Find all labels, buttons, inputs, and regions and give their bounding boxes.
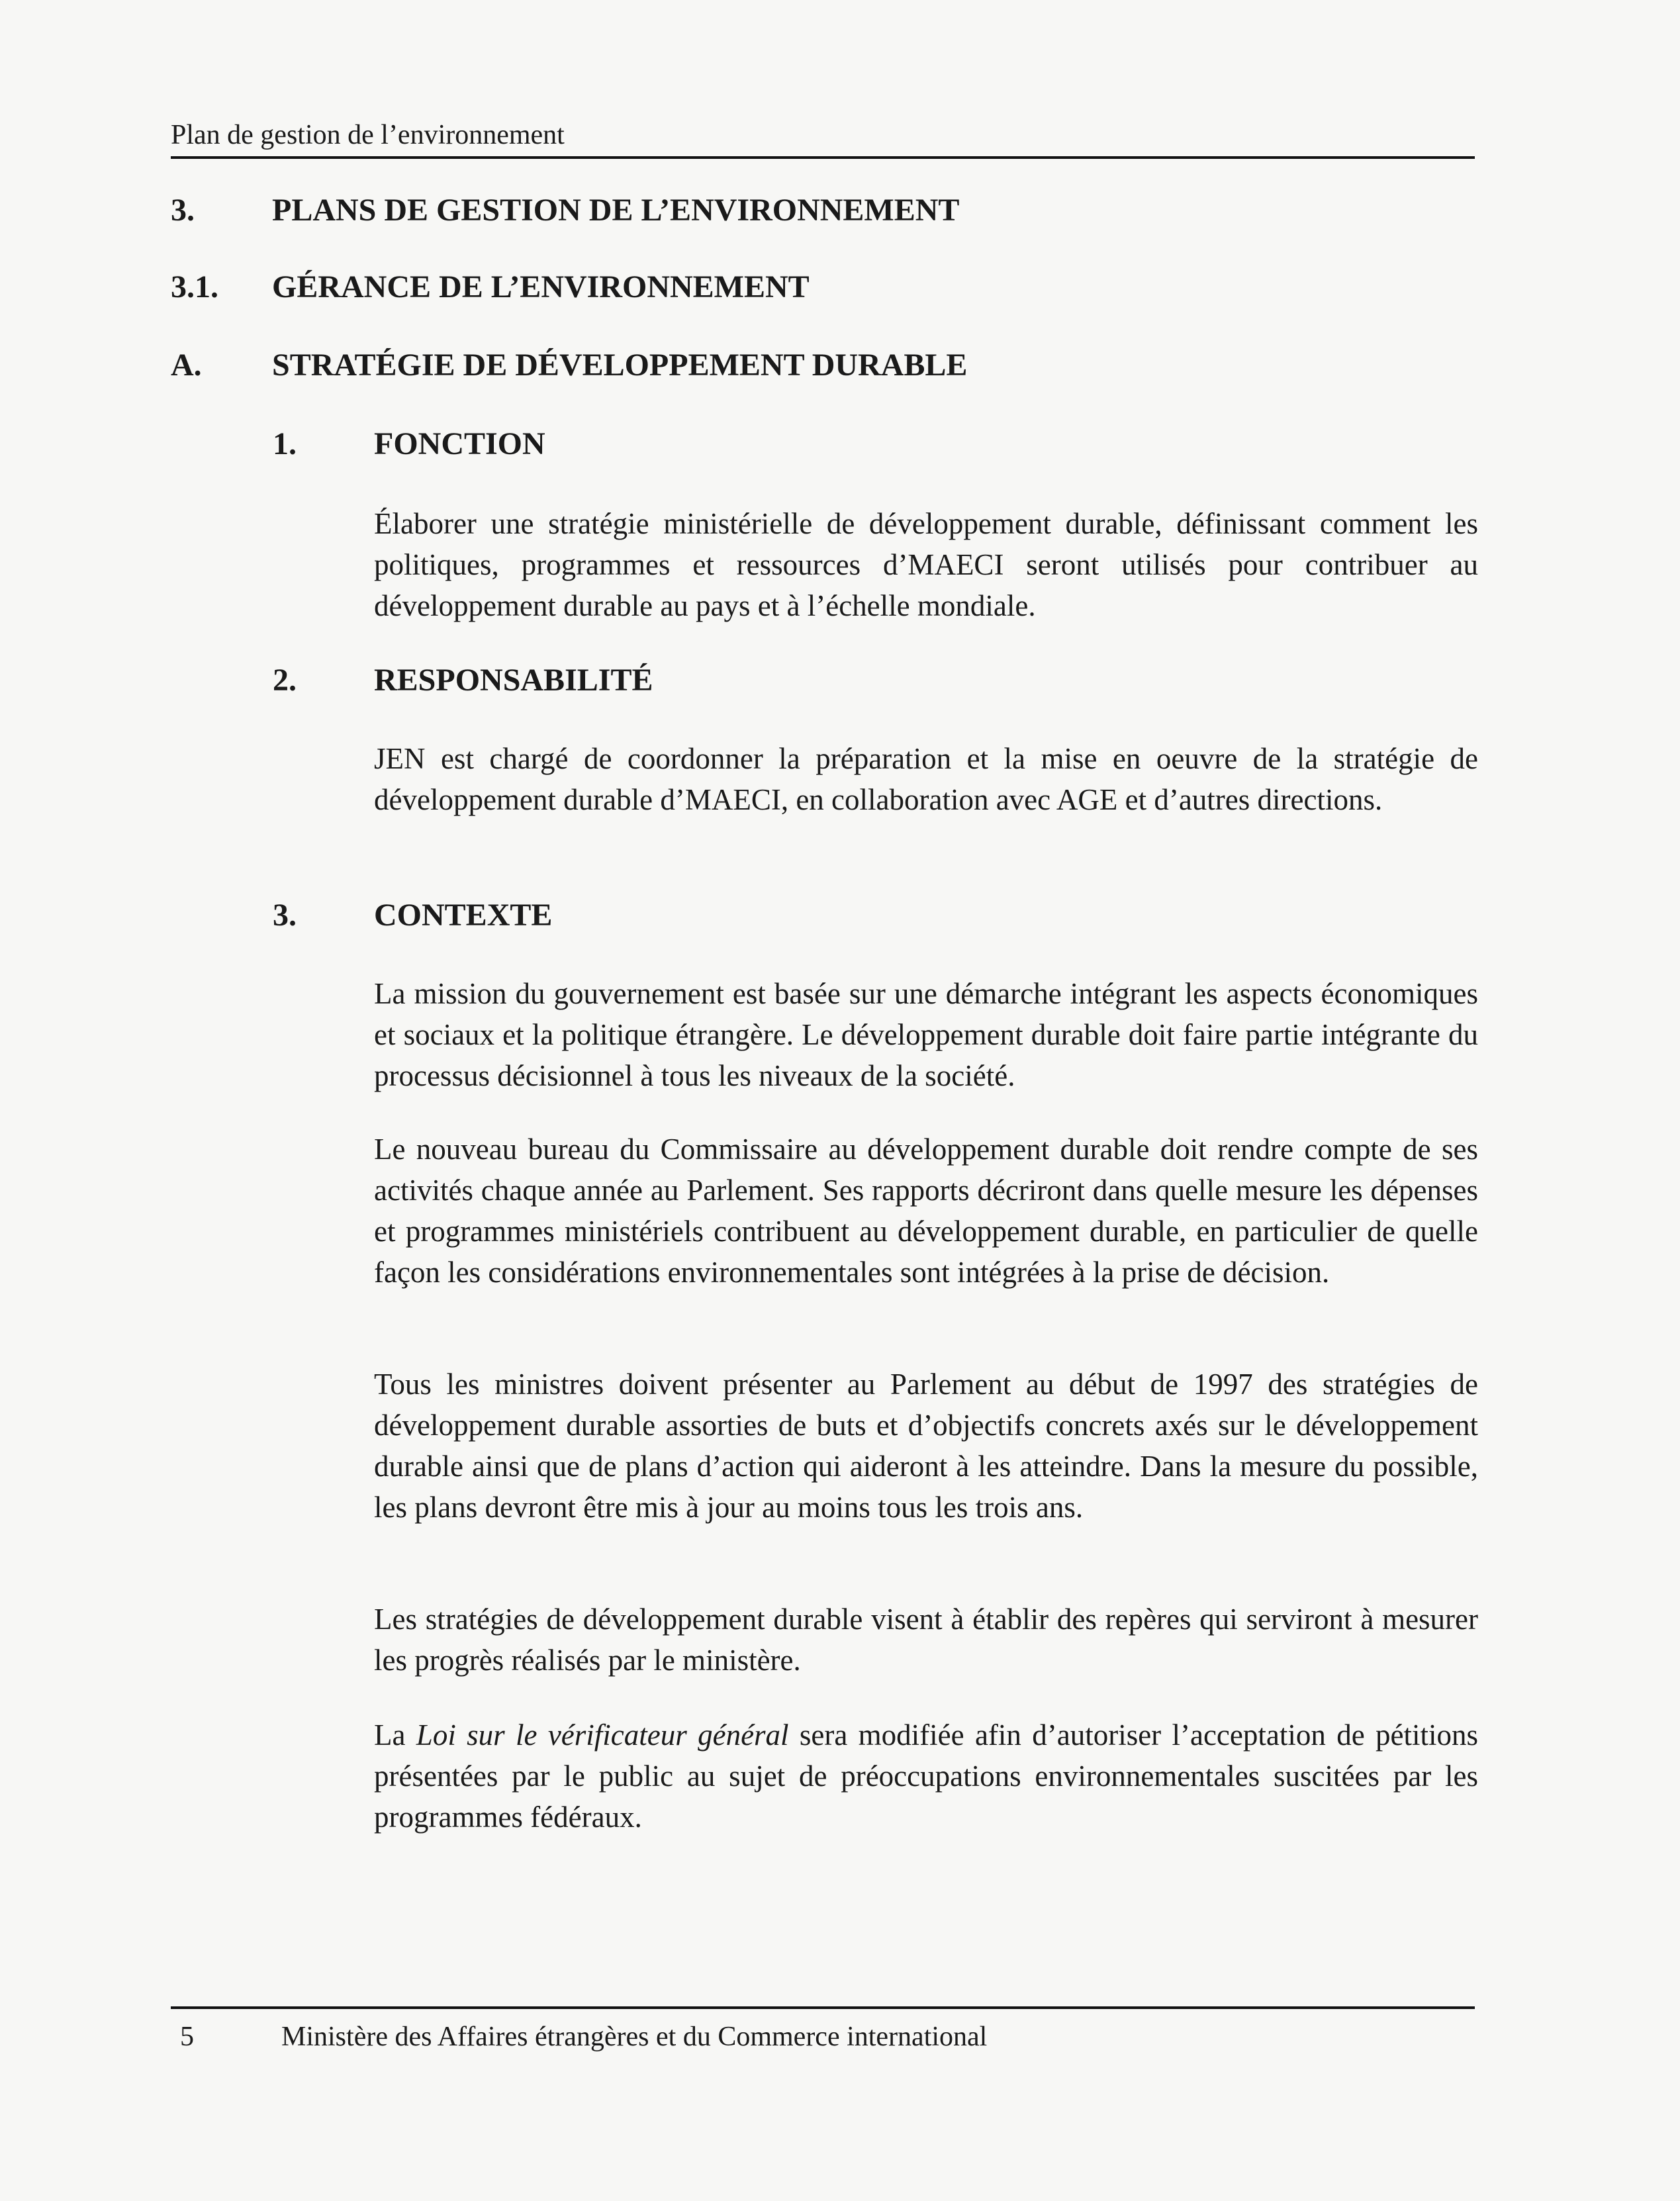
law-title-italic: Loi sur le vérificateur général xyxy=(416,1718,789,1752)
heading-number: 3.1. xyxy=(171,269,218,304)
paragraph-contexte-2: Le nouveau bureau du Commissaire au développement durable doit rendre compte de ses activités chaque année au Parlement. Ses rapports décriront dans quelle mesure les dépenses et programmes ministériels contribuent au développement durable, en particulier de quelle façon les considérations environnementales sont intégrées à la prise de décision. xyxy=(374,1133,1478,1289)
text-run: La xyxy=(374,1718,416,1752)
heading-title: STRATÉGIE DE DÉVELOPPEMENT DURABLE xyxy=(272,348,968,383)
heading-number: 3. xyxy=(273,898,297,933)
heading-number: 2. xyxy=(273,663,297,698)
text-run: sera modifiée afin d’autoriser l’acceptation de pétitions présentées par le public au sujet de préoccupations environnementales suscitées par les programmes fédéraux. xyxy=(374,1718,1478,1834)
heading-title: PLANS DE GESTION DE L’ENVIRONNEMENT xyxy=(272,193,960,228)
paragraph-contexte-1: La mission du gouvernement est basée sur une démarche intégrant les aspects économiques et sociaux et la politique étrangère. Le développement durable doit faire partie intégrante du processus décisionnel à tous les niveaux de la société. xyxy=(374,977,1478,1092)
paragraph-contexte-3: Tous les ministres doivent présenter au Parlement au début de 1997 des stratégies de développement durable assorties de buts et d’objectifs concrets axés sur le développement durable ainsi que de plans d’action qui aideront à les atteindre. Dans la mesure du possible, les plans devront être mis à jour au moins tous les trois ans. xyxy=(374,1368,1478,1524)
footer-organization: Ministère des Affaires étrangères et du Commerce international xyxy=(281,2022,988,2052)
paragraph-contexte-4: Les stratégies de développement durable visent à établir des repères qui serviront à mesurer les progrès réalisés par le ministère. xyxy=(374,1603,1478,1677)
heading-title: RESPONSABILITÉ xyxy=(374,663,653,698)
paragraph-contexte-5 xyxy=(374,1714,1478,1838)
heading-number: A. xyxy=(171,348,202,383)
heading-number: 3. xyxy=(171,193,195,228)
paragraph-responsabilite: JEN est chargé de coordonner la préparation et la mise en oeuvre de la stratégie de développement durable d’MAECI, en collaboration avec AGE et d’autres directions. xyxy=(374,742,1478,816)
paragraph-fonction: Élaborer une stratégie ministérielle de développement durable, définissant comment les politiques, programmes et ressources d’MAECI seront utilisés pour contribuer au développement durable au pays et à l’échelle mondiale. xyxy=(374,507,1478,622)
header-rule xyxy=(171,156,1475,159)
heading-number: 1. xyxy=(273,426,297,461)
footer-rule xyxy=(171,2006,1475,2009)
heading-title: GÉRANCE DE L’ENVIRONNEMENT xyxy=(272,269,810,304)
page-number: 5 xyxy=(180,2022,194,2052)
heading-title: CONTEXTE xyxy=(374,898,553,933)
heading-title: FONCTION xyxy=(374,426,545,461)
running-header: Plan de gestion de l’environnement xyxy=(171,120,565,150)
